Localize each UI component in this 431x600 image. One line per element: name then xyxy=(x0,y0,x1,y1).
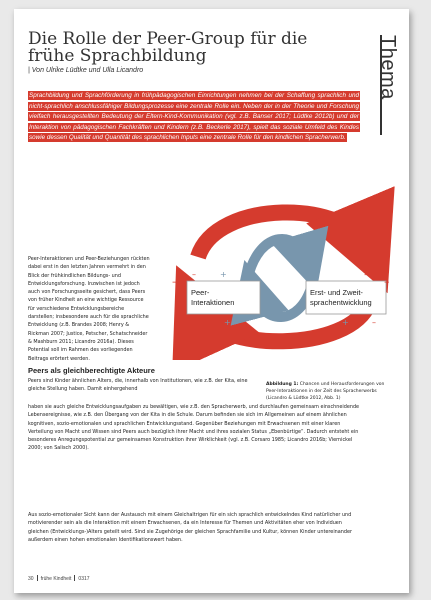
body-paragraph-1: Peers sind Kinder ähnlichen Alters, die, innerhalb von Institutionen, wie z.B. der Kita, eine gleiche Stellung haben. Damit einhergehend xyxy=(28,378,248,393)
page-number: 30 xyxy=(28,576,34,582)
plus-sign-bottom-right-box: + xyxy=(342,318,349,327)
peer-interactions-label-2: Interaktionen xyxy=(191,298,235,307)
minus-sign-left-outer: – xyxy=(172,275,178,288)
language-development-label-2: sprachentwicklung xyxy=(310,298,372,307)
intro-paragraph xyxy=(28,91,360,144)
left-column-text: Peer-Interaktionen und Peer-Beziehungen rückten dabei erst in den letzten Jahren vermehrt in den Blick der frühkindlichen Bildungs- und Entwicklungsforschung. Inzwischen ist jedoch auch von Forschungsseite gesichert, dass Peers von früher Kindheit an eine wichtige Ressource für verschiedene Entwicklungsbereiche darstellen; insbesondere auch für die sprachliche Entwicklung (z.B. Brandes 2008; Henry & Rickman 2007; Justice, Petscher, Schatschneider & Mashburn 2011; Licandro 2016a). Dieses Potential soll im Rahmen des vorliegenden Beitrags erörtert werden. xyxy=(28,256,150,362)
minus-sign-left-box: – xyxy=(192,270,196,279)
page-footer xyxy=(28,575,90,582)
minus-sign-right-outer: – xyxy=(384,275,390,288)
figure-caption xyxy=(266,381,392,402)
intro-text: Sprachbildung und Sprachförderung in frühpädagogischen Einrichtungen nehmen bei der Schaffung sprachlich und nicht-sprachlich anschlussfähiger Bildungsprozesse eine zentrale Rolle ein. Neben der in der Theorie und Forschung vielfach herausgestellten Bedeutung der Eltern-Kind-Kommunikation (vgl. z.B. Banser 2017; Lüdtke 2012b) und der Interaktion von pädagogischen Fachkräften und Kindern (z.B. Beckerle 2017), spielt das soziale Umfeld des Kindes sowie dessen Qualität und Quantität des sprachlichen Inputs eine zentrale Rolle für den kindlichen Spracherwerb. xyxy=(29,92,359,142)
section-tag-label: Thema xyxy=(377,35,399,100)
figure-caption-text: Chancen und Herausforderungen von Peer-Interaktionen in der Zeit des Spracherwerbs (Licandro & Lüdtke 2012, Abb. 1) xyxy=(266,382,385,401)
body-paragraph-3: Aus sozio-emotionaler Sicht kann der Austausch mit einem Gleichaltrigen für ein sich sprachlich entwickelndes Kind natürlicher und motivierender sein als die Interaktion mit einem Erwachsenen, da ein Interesse für Themen und Aktivitäten eher von Individuen gleichen (Entwicklungs-)Alters geteilt wird. Sind sie Zugehörige der gleichen Sprachfamilie und Kultur, können Kinder untereinander außerdem einen hohen emotionalen Identifikationswert haben. xyxy=(28,512,352,543)
minus-sign-bottom-right-box: – xyxy=(372,318,376,327)
peer-language-diagram xyxy=(164,185,400,360)
body-paragraph-2: haben sie auch gleiche Entwicklungsaufgaben zu bewältigen, wie z.B. den Spracherwerb, und durchlaufen gemeinsam einschneidende Lebensereignisse, wie z.B. den Übergang von der Kita in die Schule. Darum befinden sie sich im Allgemeinen auf einem ähnlichen kognitiven, sozio-emotionalen und sprachlichen Entwicklungsstand. Gegenüber Beziehungen mit Erwachsenen mit einer klaren Verteilung von Macht und Wissen sind Peers auch bezüglich ihrer Macht und ihres sozialen Status „Ebenbürtige“. Dadurch entsteht ein besonderes Anregungspotential zur gemeinsamen Konstruktion ihrer Wirklichkeit (vgl. z.B. Corsaro 1985; Licandro 2016b; Viernickel 2000; von Salisch 2000). xyxy=(28,404,360,452)
footer-separator xyxy=(74,575,75,581)
journal-issue: 0317 xyxy=(78,576,90,582)
section-tag xyxy=(378,35,400,135)
peer-interactions-label-1: Peer- xyxy=(191,288,210,297)
minus-sign-right-box-top: – xyxy=(364,270,368,279)
figure-caption-label: Abbildung 1: xyxy=(266,382,299,387)
plus-sign-bottom-left-box: + xyxy=(224,318,231,327)
inner-arrow-top xyxy=(248,239,308,277)
article-title: Die Rolle der Peer-Group für die frühe Sprachbildung xyxy=(28,29,308,66)
magazine-page xyxy=(14,9,409,593)
plus-sign-left-box: + xyxy=(220,270,227,279)
section-heading: Peers als gleichberechtigte Akteure xyxy=(28,366,155,375)
language-development-label-1: Erst- und Zweit- xyxy=(310,288,363,297)
article-byline: | Von Ulrike Lüdtke und Ulla Licandro xyxy=(28,67,144,74)
inner-arrow-bottom xyxy=(252,285,312,317)
journal-name: frühe Kindheit xyxy=(40,576,72,582)
footer-separator xyxy=(37,575,38,581)
plus-sign-right-box-left: + xyxy=(312,270,319,279)
